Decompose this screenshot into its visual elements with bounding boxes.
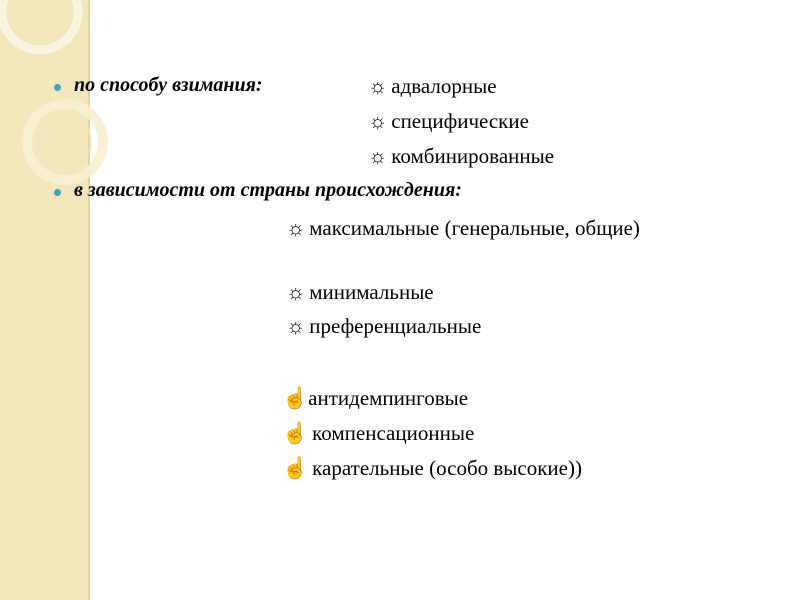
- section-heading-collection-method: по способу взимания:: [74, 74, 263, 96]
- list-item: [368, 109, 529, 134]
- list-item: [286, 280, 434, 305]
- section-heading-country-of-origin: в зависимости от страны происхождения:: [74, 179, 462, 201]
- item-text: преференциальные: [309, 314, 482, 338]
- list-item: [368, 144, 554, 169]
- sun-icon: ☼: [368, 74, 388, 98]
- sun-icon: ☼: [368, 144, 388, 168]
- item-text: максимальные (генеральные, общие): [309, 216, 640, 240]
- bullet-marker: [54, 84, 61, 91]
- item-text: адвалорные: [391, 74, 497, 98]
- item-text: компенсационные: [312, 421, 475, 445]
- hand-icon: ☝: [282, 386, 309, 410]
- list-item: [282, 456, 582, 481]
- item-text: минимальные: [309, 280, 434, 304]
- sun-icon: ☼: [368, 109, 388, 133]
- item-text: специфические: [391, 109, 529, 133]
- list-item: [282, 216, 662, 241]
- sun-icon: ☼: [286, 280, 306, 304]
- bullet-marker: [54, 189, 61, 196]
- hand-icon: ☝: [282, 456, 309, 480]
- list-item: [282, 386, 468, 411]
- list-item: [286, 314, 481, 339]
- hand-icon: ☝: [282, 421, 309, 445]
- item-text: карательные (особо высокие)): [312, 456, 582, 480]
- list-item: [368, 74, 497, 99]
- item-text: комбинированные: [391, 144, 555, 168]
- list-item: [282, 421, 474, 446]
- sun-icon: ☼: [286, 216, 306, 240]
- sun-icon: ☼: [286, 314, 306, 338]
- item-text: антидемпинговые: [308, 386, 469, 410]
